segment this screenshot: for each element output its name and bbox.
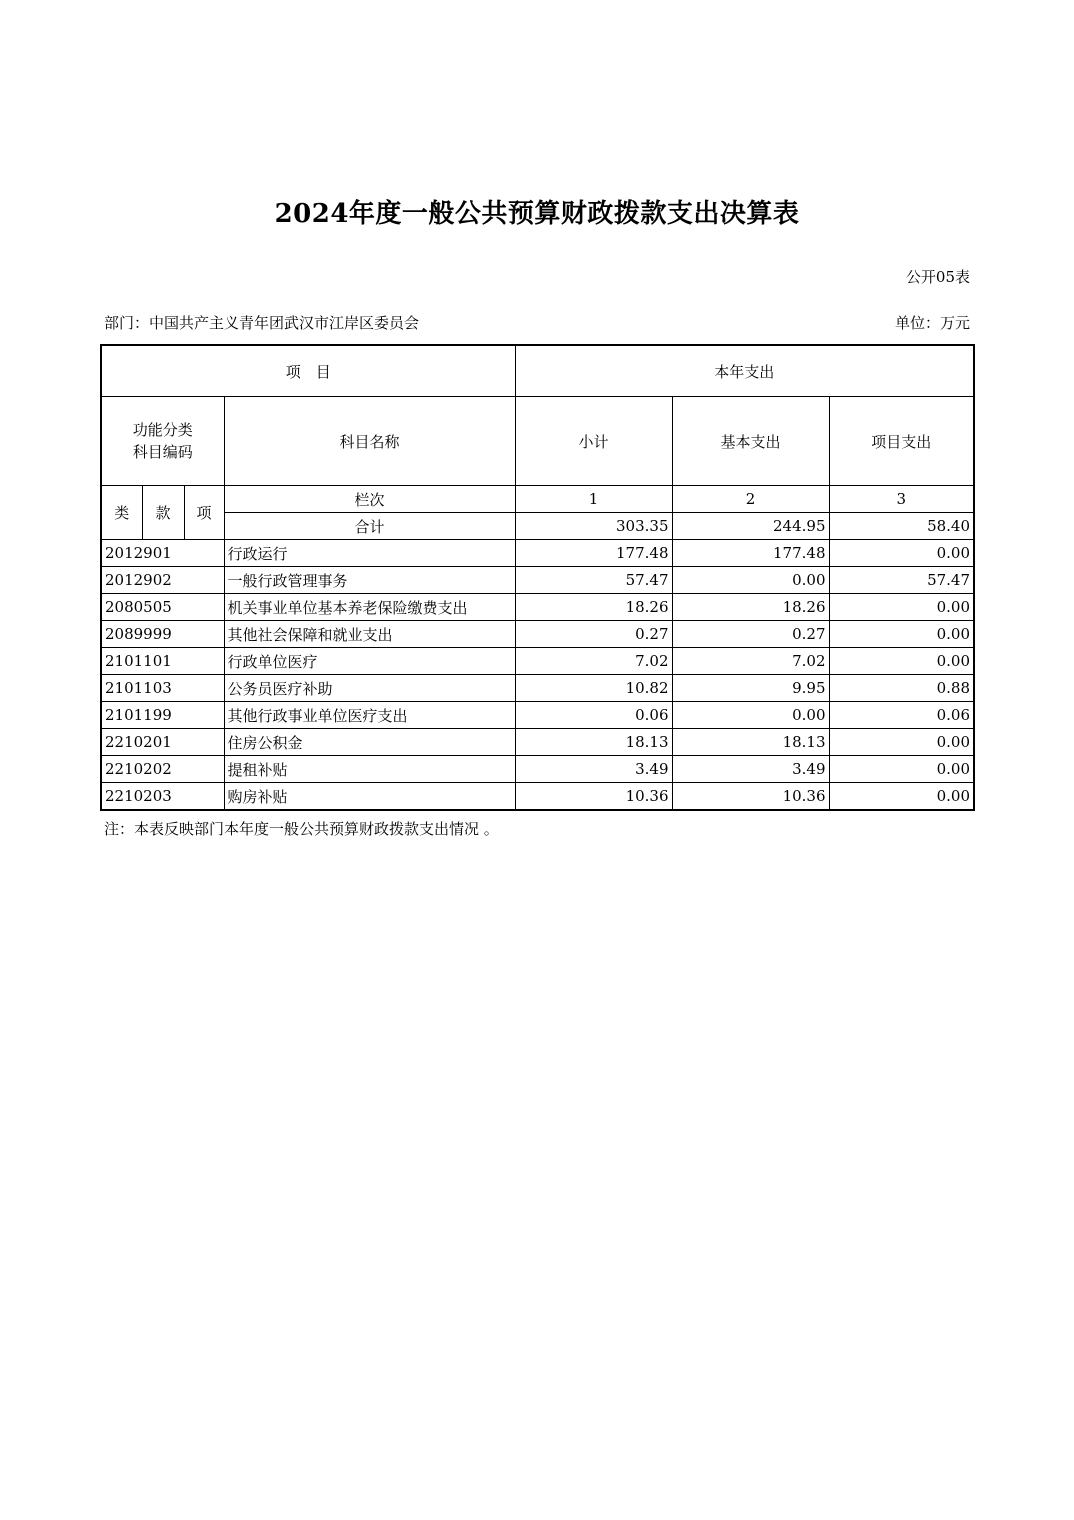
page-title: 2024年度一般公共预算财政拨款支出决算表 [274,199,800,229]
row-subtotal: 18.26 [515,594,672,621]
row-subtotal: 177.48 [515,540,672,567]
header-col3: 3 [829,486,974,513]
row-subject-name: 其他行政事业单位医疗支出 [224,702,515,729]
row-code: 2012902 [101,567,224,594]
row-basic-expense: 7.02 [672,648,829,675]
header-xiang: 项 [184,486,224,540]
row-basic-expense: 0.27 [672,621,829,648]
table-row [101,756,974,783]
header-basic-expense: 基本支出 [672,397,829,486]
header-column-index: 栏次 [224,486,515,513]
row-code: 2101101 [101,648,224,675]
row-project-expense: 0.00 [829,756,974,783]
row-project-expense: 0.06 [829,702,974,729]
row-subtotal: 7.02 [515,648,672,675]
header-kuan: 款 [142,486,184,540]
row-project-expense: 0.00 [829,594,974,621]
header-current-year-expense: 本年支出 [515,345,974,397]
row-code: 2101199 [101,702,224,729]
row-basic-expense: 177.48 [672,540,829,567]
row-project-expense: 0.00 [829,621,974,648]
header-func-code-line1: 功能分类 [132,421,193,439]
row-subject-name: 购房补贴 [224,783,515,811]
header-col2: 2 [672,486,829,513]
row-basic-expense: 10.36 [672,783,829,811]
row-project-expense: 0.00 [829,783,974,811]
table-row [101,729,974,756]
table-row [101,621,974,648]
row-subject-name: 提租补贴 [224,756,515,783]
header-project-expense: 项目支出 [829,397,974,486]
row-basic-expense: 18.26 [672,594,829,621]
row-subtotal: 0.06 [515,702,672,729]
row-project-expense: 0.00 [829,648,974,675]
row-code: 2210201 [101,729,224,756]
row-subtotal: 3.49 [515,756,672,783]
row-code: 2080505 [101,594,224,621]
row-basic-expense: 0.00 [672,702,829,729]
row-subtotal: 18.13 [515,729,672,756]
row-subtotal: 57.47 [515,567,672,594]
table-row [101,540,974,567]
header-subtotal: 小计 [515,397,672,486]
total-project: 58.40 [829,513,974,540]
row-project-expense: 0.00 [829,729,974,756]
header-col1: 1 [515,486,672,513]
form-number: 公开05表 [905,268,970,286]
total-label: 合计 [224,513,515,540]
department-label: 部门：中国共产主义青年团武汉市江岸区委员会 [104,314,420,332]
header-lei: 类 [101,486,142,540]
row-project-expense: 0.00 [829,540,974,567]
row-subject-name: 公务员医疗补助 [224,675,515,702]
table-note: 注：本表反映部门本年度一般公共预算财政拨款支出情况 。 [104,820,499,838]
row-subject-name: 机关事业单位基本养老保险缴费支出 [224,594,515,621]
row-basic-expense: 0.00 [672,567,829,594]
unit-label: 单位：万元 [894,314,970,332]
row-basic-expense: 18.13 [672,729,829,756]
table-row [101,648,974,675]
table-row [101,675,974,702]
header-project: 项 目 [101,345,515,397]
table-row [101,783,974,811]
row-project-expense: 0.88 [829,675,974,702]
total-subtotal: 303.35 [515,513,672,540]
row-subtotal: 10.82 [515,675,672,702]
row-subject-name: 行政单位医疗 [224,648,515,675]
table-body [101,540,974,811]
total-basic: 244.95 [672,513,829,540]
header-func-code [101,397,224,486]
table-row [101,567,974,594]
row-subtotal: 0.27 [515,621,672,648]
row-subject-name: 一般行政管理事务 [224,567,515,594]
row-code: 2210202 [101,756,224,783]
table-row [101,594,974,621]
row-basic-expense: 3.49 [672,756,829,783]
table-row [101,702,974,729]
row-code: 2210203 [101,783,224,811]
row-basic-expense: 9.95 [672,675,829,702]
budget-table [100,344,975,811]
row-subtotal: 10.36 [515,783,672,811]
row-code: 2012901 [101,540,224,567]
row-project-expense: 57.47 [829,567,974,594]
row-subject-name: 行政运行 [224,540,515,567]
row-code: 2089999 [101,621,224,648]
row-subject-name: 住房公积金 [224,729,515,756]
row-code: 2101103 [101,675,224,702]
row-subject-name: 其他社会保障和就业支出 [224,621,515,648]
table-header [101,345,974,540]
header-func-code-line2: 科目编码 [132,443,193,461]
header-subject-name: 科目名称 [224,397,515,486]
